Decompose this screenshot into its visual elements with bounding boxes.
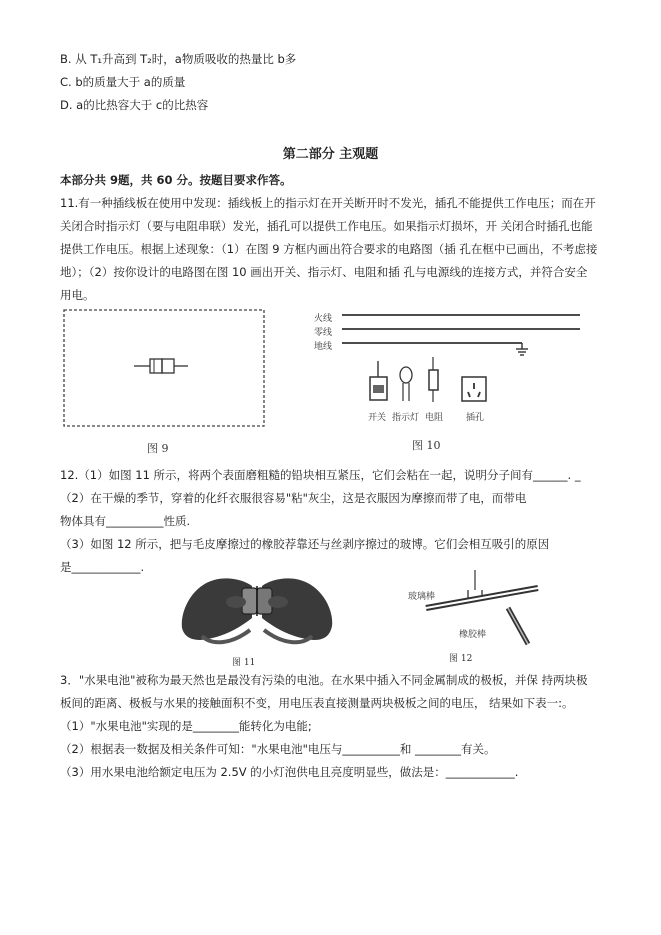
q11-line-1: 11.有一种插线板在使用中发现：插线板上的指示灯在开关断开时不发光，插孔不能提供工作电压；而在开 — [60, 196, 596, 210]
resistor-component — [429, 357, 438, 402]
q13-line-1: 3．"水果电池"被称为最天然也是最没有污染的电池。在水果中插入不同金属制成的极板，并保 持两块极 — [60, 673, 588, 687]
socket-symbol — [134, 359, 188, 373]
q11-line-4: 地）；（2）按你设计的电路图在图 10 画出开关、指示灯、电阻和插 孔与电源线的连接方式，并符合安全 — [60, 265, 588, 279]
figure-9-caption: 图 9 — [147, 442, 169, 455]
option-d: D. a的比热容大于 c的比热容 — [60, 98, 209, 112]
q11-line-5: 用电。 — [60, 288, 95, 302]
socket-component — [462, 377, 486, 401]
option-b: B. 从 T₁升高到 T₂时，a物质吸收的热量比 b多 — [60, 52, 297, 66]
q12-line-2: （2）在干燥的季节，穿着的化纤衣服很容易"粘"灰尘，这是衣服因为摩擦而带了电，而带电 — [60, 491, 527, 505]
q13-line-2: 板间的距离、极板与水果的接触面积不变，用电压表直接测量两块极板之间的电压， 结果如下表一:。 — [60, 696, 574, 710]
q12-line-3: 物体具有__________性质. — [60, 514, 191, 528]
q11-line-2: 关闭合时指示灯（要与电阻串联）发光，插孔可以提供工作电压。如果指示灯损坏，开 关闭合时插孔也能 — [60, 219, 593, 233]
wire-fire-label: 火线 — [314, 314, 333, 324]
wire-ground-label: 地线 — [314, 342, 333, 352]
switch-component — [370, 361, 387, 400]
q12-line-1: 12.（1）如图 11 所示，将两个表面磨粗糙的铅块相互紧压，它们会粘在一起，说明分子间有______. _ — [60, 468, 581, 482]
q12-line-4: （3）如图 12 所示，把与毛皮摩擦过的橡胶荐靠还与丝剥序擦过的玻博。它们会相互吸引的原因 — [60, 537, 550, 551]
glass-rod-label: 玻璃棒 — [408, 592, 436, 602]
switch-label: 开关 — [368, 413, 387, 423]
lamp-label: 指示灯 — [392, 413, 420, 423]
q12-line-5: 是____________. — [60, 560, 145, 574]
indicator-lamp-component — [400, 367, 412, 401]
figure-11-illustration — [172, 566, 342, 646]
figure-10-caption: 图 10 — [412, 439, 441, 452]
rubber-rod-label: 橡胶棒 — [459, 630, 487, 640]
socket-label: 插孔 — [466, 413, 485, 423]
q11-line-3: 提供工作电压。根据上述现象：（1）在图 9 方框内画出符合要求的电路图（插 孔在框中已画出，不考虑接 — [60, 242, 598, 256]
option-c: C. b的质量大于 a的质量 — [60, 75, 186, 89]
wire-neutral-label: 零线 — [314, 328, 333, 338]
q13-line-4: （2）根据表一数据及相关条件可知："水果电池"电压与__________和 ________有关。 — [60, 742, 496, 756]
q13-line-3: （1）"水果电池"实现的是________能转化为电能; — [60, 719, 312, 733]
resistor-label: 电阻 — [425, 413, 444, 423]
figure-12-caption: 图 12 — [449, 654, 473, 664]
figure-11-caption: 图 11 — [232, 658, 256, 668]
section-instructions: 本部分共 9题，共 60 分。按题目要求作答。 — [60, 173, 292, 187]
section-title: 第二部分 主观题 — [282, 147, 379, 162]
figure-9-diagram — [62, 308, 268, 430]
q13-line-5: （3）用水果电池给额定电压为 2.5V 的小灯泡供电且亮度明显些，做法是：____________. — [60, 765, 519, 779]
figure-12-illustration — [400, 568, 550, 653]
